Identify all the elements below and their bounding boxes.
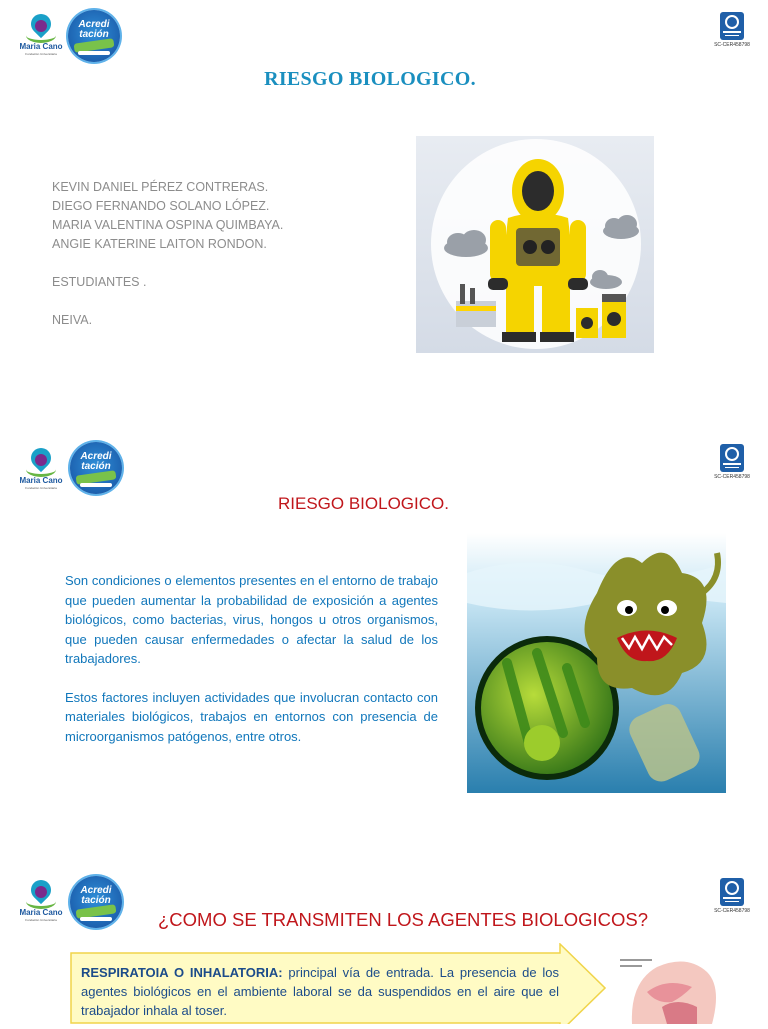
slide-title: ¿COMO SE TRANSMITEN LOS AGENTES BIOLOGICOS? — [157, 909, 648, 930]
maria-cano-logo: Maria Cano Fundación Universitaria — [18, 446, 64, 496]
slide-body — [65, 571, 438, 765]
author-name: ANGIE KATERINE LAITON RONDON. — [52, 237, 267, 251]
paragraph: Son condiciones o elementos presentes en el entorno de trabajo que pueden aumentar la probabilidad de exposición a agentes biológicos, como bacterias, virus, hongos u otros organismos, que pueden causar enfermedades o afectar la salud de los trabajadores. — [65, 573, 438, 666]
slide-title: RIESGO BIOLOGICO. — [264, 68, 476, 90]
icontec-logo: SC-CER458798 — [712, 878, 752, 918]
route-label: RESPIRATOIA O INHALATORIA: — [81, 965, 283, 980]
icontec-logo: SC-CER458798 — [712, 444, 752, 484]
author-name: MARIA VALENTINA OSPINA QUIMBAYA. — [52, 218, 284, 232]
slide-title: RIESGO BIOLOGICO. — [278, 494, 449, 513]
acreditacion-logo: Acredi tación — [70, 876, 122, 928]
slide-1 — [0, 0, 768, 410]
author-name: KEVIN DANIEL PÉREZ CONTRERAS. — [52, 180, 269, 194]
icontec-logo: SC-CER458798 — [712, 12, 752, 52]
city-label: NEIVA. — [52, 313, 93, 327]
hazmat-suit-illustration — [416, 136, 654, 353]
respiratory-tract-illustration — [612, 952, 732, 1024]
microorganism-illustration — [467, 533, 726, 793]
acreditacion-logo: Acredi tación — [70, 442, 122, 494]
transmission-route-text — [81, 963, 559, 1020]
acreditacion-logo: Acredi tación — [68, 10, 120, 62]
author-name: DIEGO FERNANDO SOLANO LÓPEZ. — [52, 199, 270, 213]
paragraph: Estos factores incluyen actividades que involucran contacto con materiales biológicos, trabajos en entornos con presencia de microorganismos patógenos, entre otros. — [65, 689, 438, 744]
route-description: principal vía de entrada. La presencia de los agentes biológicos en el ambiente laboral se da suspendidos en el aire que el trabajador inhala al toser. — [81, 965, 559, 1018]
maria-cano-logo: Maria Cano Fundación Universitaria — [18, 12, 64, 62]
maria-cano-logo: Maria Cano Fundación Universitaria — [18, 878, 64, 928]
author-list — [52, 178, 283, 330]
role-label: ESTUDIANTES . — [52, 275, 147, 289]
